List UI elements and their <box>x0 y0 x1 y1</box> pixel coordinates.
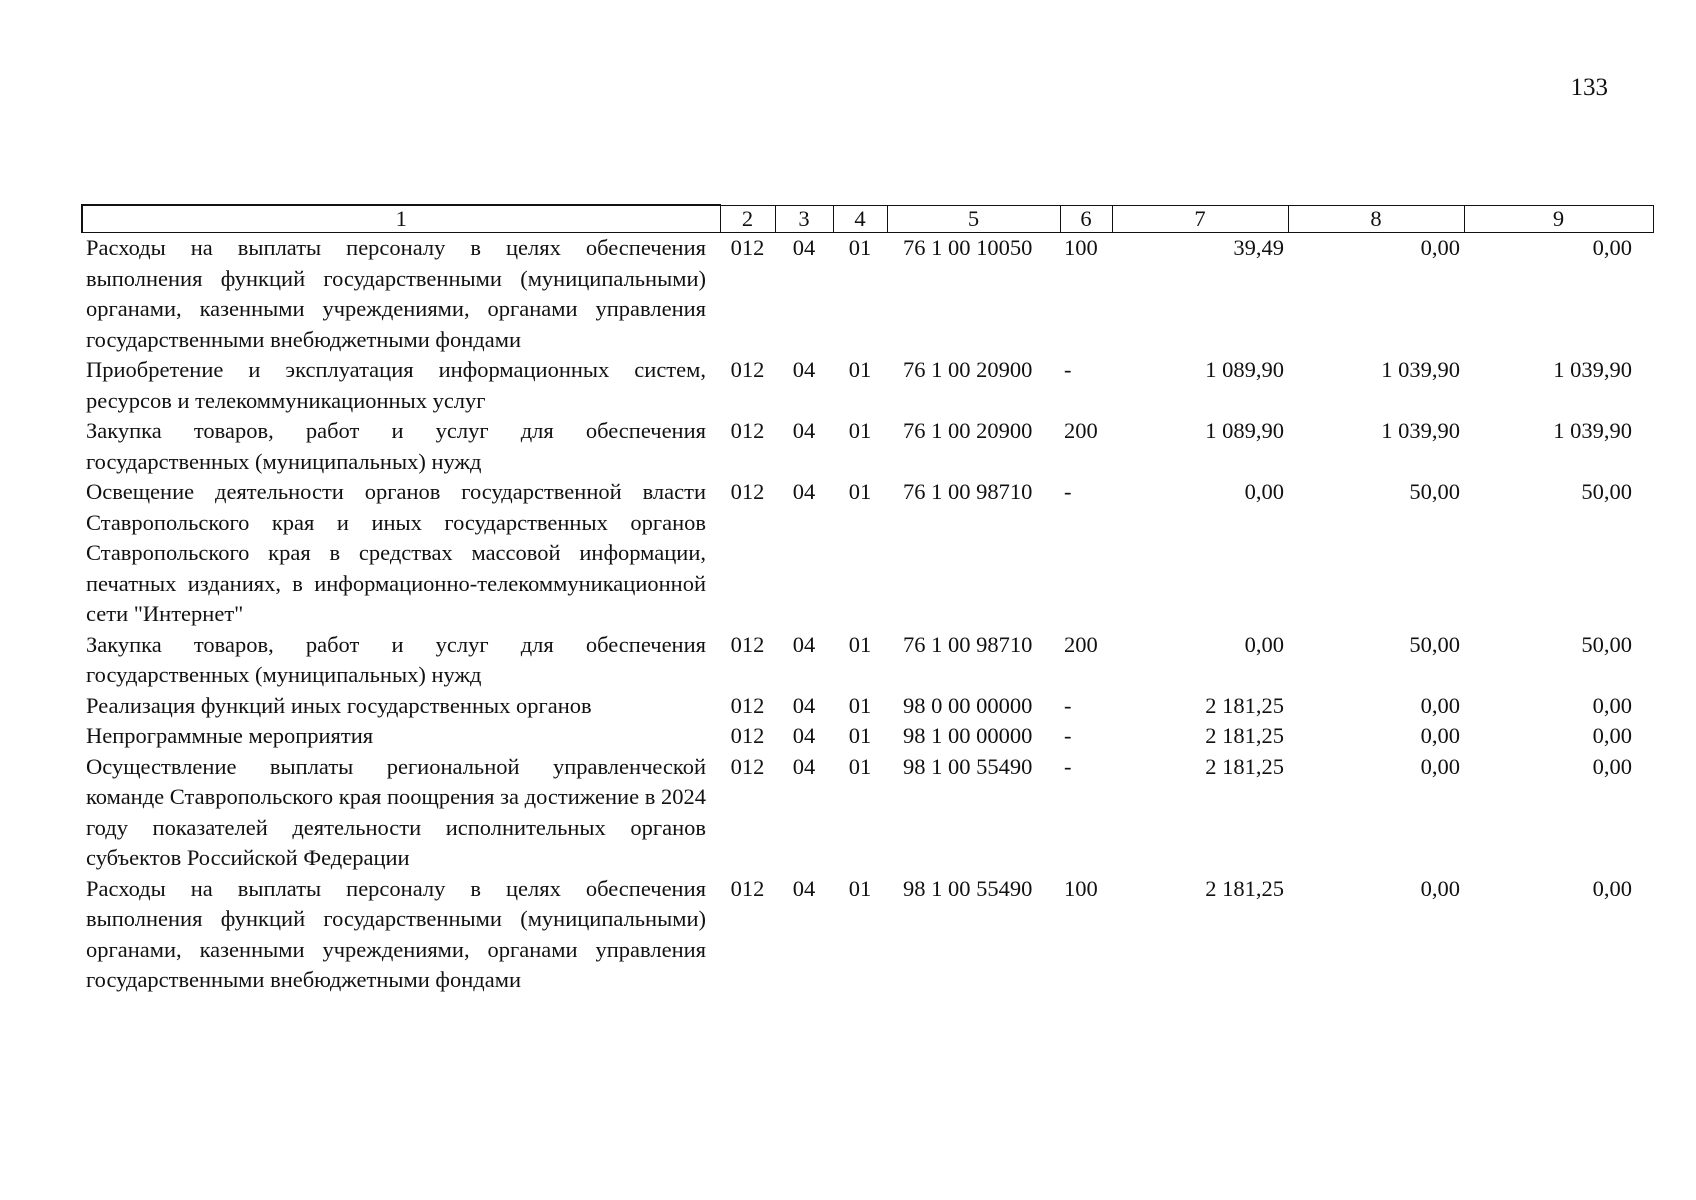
row-code-2: 012 <box>730 723 765 748</box>
row-name: Осуществление выплаты региональной управленческой команде Ставропольского края поощрения за достижение в 2024 году показателей деятельности исполнительных органов субъектов Российской Федерации <box>86 753 706 870</box>
table-row <box>82 691 1653 722</box>
header-col-4: 4 <box>833 205 887 233</box>
row-code-3: 04 <box>792 235 816 260</box>
header-col-3: 3 <box>775 205 833 233</box>
header-col-5: 5 <box>887 205 1060 233</box>
row-amount-9: 0,00 <box>1592 235 1632 260</box>
row-amount-7: 0,00 <box>1244 631 1284 657</box>
row-amount-7: 1 089,90 <box>1205 357 1284 382</box>
row-code-5: 76 1 00 20900 <box>903 357 1033 382</box>
row-code-2: 012 <box>730 875 765 901</box>
row-code-3: 04 <box>792 418 816 443</box>
row-amount-8: 1 039,90 <box>1381 418 1460 443</box>
table-row <box>82 630 1653 691</box>
row-amount-8: 0,00 <box>1420 235 1460 260</box>
row-code-3: 04 <box>792 753 816 779</box>
table-header <box>82 205 1653 233</box>
row-code-5: 76 1 00 20900 <box>903 418 1033 443</box>
row-code-6: - <box>1064 723 1072 748</box>
row-code-5: 76 1 00 98710 <box>903 479 1033 504</box>
row-amount-8: 0,00 <box>1420 692 1460 718</box>
row-name: Приобретение и эксплуатация информационных систем, ресурсов и телекоммуникационных услуг <box>86 357 706 413</box>
row-code-4: 01 <box>848 692 872 718</box>
row-amount-7: 0,00 <box>1244 479 1284 504</box>
row-code-2: 012 <box>730 479 765 504</box>
row-code-3: 04 <box>792 479 816 504</box>
row-amount-9: 0,00 <box>1592 875 1632 901</box>
table-row <box>82 721 1653 752</box>
row-code-2: 012 <box>730 235 765 260</box>
header-col-2: 2 <box>720 205 775 233</box>
row-code-2: 012 <box>730 631 765 657</box>
row-amount-9: 0,00 <box>1592 753 1632 779</box>
row-code-5: 98 0 00 00000 <box>903 692 1033 718</box>
row-name: Расходы на выплаты персоналу в целях обеспечения выполнения функций государственными (муниципальными) органами, казенными учреждениями, органами управления государственными внебюджетными фондами <box>86 875 706 992</box>
row-code-5: 76 1 00 98710 <box>903 631 1033 657</box>
table-row <box>82 233 1653 356</box>
header-col-1: 1 <box>82 205 720 233</box>
row-name: Расходы на выплаты персоналу в целях обеспечения выполнения функций государственными (муниципальными) органами, казенными учреждениями, органами управления государственными внебюджетными фондами <box>86 235 706 352</box>
row-code-6: 200 <box>1064 418 1098 443</box>
row-code-3: 04 <box>792 357 816 382</box>
row-code-2: 012 <box>730 692 765 718</box>
header-col-6: 6 <box>1060 205 1112 233</box>
row-code-4: 01 <box>848 723 872 748</box>
row-code-5: 98 1 00 55490 <box>903 875 1033 901</box>
row-code-6: 100 <box>1064 235 1098 260</box>
row-amount-7: 2 181,25 <box>1205 753 1284 779</box>
row-code-5: 76 1 00 10050 <box>903 235 1033 260</box>
table-row <box>82 477 1653 630</box>
row-code-5: 98 1 00 00000 <box>903 723 1033 748</box>
table-row <box>82 752 1653 874</box>
row-amount-9: 1 039,90 <box>1553 357 1632 382</box>
row-code-2: 012 <box>730 418 765 443</box>
row-amount-9: 0,00 <box>1592 723 1632 748</box>
row-code-4: 01 <box>848 357 872 382</box>
header-row <box>82 205 1653 233</box>
row-code-3: 04 <box>792 875 816 901</box>
table-row <box>82 416 1653 477</box>
row-code-3: 04 <box>792 692 816 718</box>
row-amount-9: 50,00 <box>1581 631 1632 657</box>
row-code-6: - <box>1064 692 1072 718</box>
row-code-4: 01 <box>848 631 872 657</box>
row-amount-7: 2 181,25 <box>1205 875 1284 901</box>
row-code-6: - <box>1064 753 1072 779</box>
row-amount-8: 0,00 <box>1420 875 1460 901</box>
budget-table <box>81 204 1654 996</box>
row-amount-9: 0,00 <box>1592 692 1632 718</box>
row-amount-9: 50,00 <box>1581 479 1632 504</box>
row-amount-9: 1 039,90 <box>1553 418 1632 443</box>
row-name: Освещение деятельности органов государственной власти Ставропольского края и иных государственных органов Ставропольского края в средствах массовой информации, печатных изданиях, в информационно-телекоммуникационной сети "Интернет" <box>86 479 706 626</box>
row-amount-8: 50,00 <box>1409 631 1460 657</box>
row-code-4: 01 <box>848 418 872 443</box>
row-amount-8: 0,00 <box>1420 723 1460 748</box>
row-code-6: - <box>1064 357 1072 382</box>
table-row <box>82 874 1653 996</box>
row-amount-7: 2 181,25 <box>1205 723 1284 748</box>
row-amount-7: 2 181,25 <box>1205 692 1284 718</box>
row-code-4: 01 <box>848 753 872 779</box>
row-code-6: 200 <box>1064 631 1098 657</box>
row-code-2: 012 <box>730 753 765 779</box>
row-name: Реализация функций иных государственных органов <box>86 692 592 718</box>
row-code-3: 04 <box>792 631 816 657</box>
row-amount-7: 1 089,90 <box>1205 418 1284 443</box>
row-name: Закупка товаров, работ и услуг для обеспечения государственных (муниципальных) нужд <box>86 418 706 474</box>
table-body <box>82 233 1653 996</box>
row-code-4: 01 <box>848 875 872 901</box>
row-code-5: 98 1 00 55490 <box>903 753 1033 779</box>
header-col-8: 8 <box>1288 205 1464 233</box>
row-amount-8: 50,00 <box>1409 479 1460 504</box>
table-row <box>82 355 1653 416</box>
row-code-3: 04 <box>792 723 816 748</box>
row-code-6: 100 <box>1064 875 1098 901</box>
row-name: Непрограммные мероприятия <box>86 723 374 748</box>
row-amount-8: 0,00 <box>1420 753 1460 779</box>
row-code-4: 01 <box>848 479 872 504</box>
row-code-4: 01 <box>848 235 872 260</box>
header-col-7: 7 <box>1112 205 1288 233</box>
row-name: Закупка товаров, работ и услуг для обеспечения государственных (муниципальных) нужд <box>86 631 706 687</box>
page-number: 133 <box>1570 74 1608 101</box>
row-amount-7: 39,49 <box>1233 235 1284 260</box>
row-amount-8: 1 039,90 <box>1381 357 1460 382</box>
row-code-6: - <box>1064 479 1072 504</box>
row-code-2: 012 <box>730 357 765 382</box>
header-col-9: 9 <box>1464 205 1653 233</box>
